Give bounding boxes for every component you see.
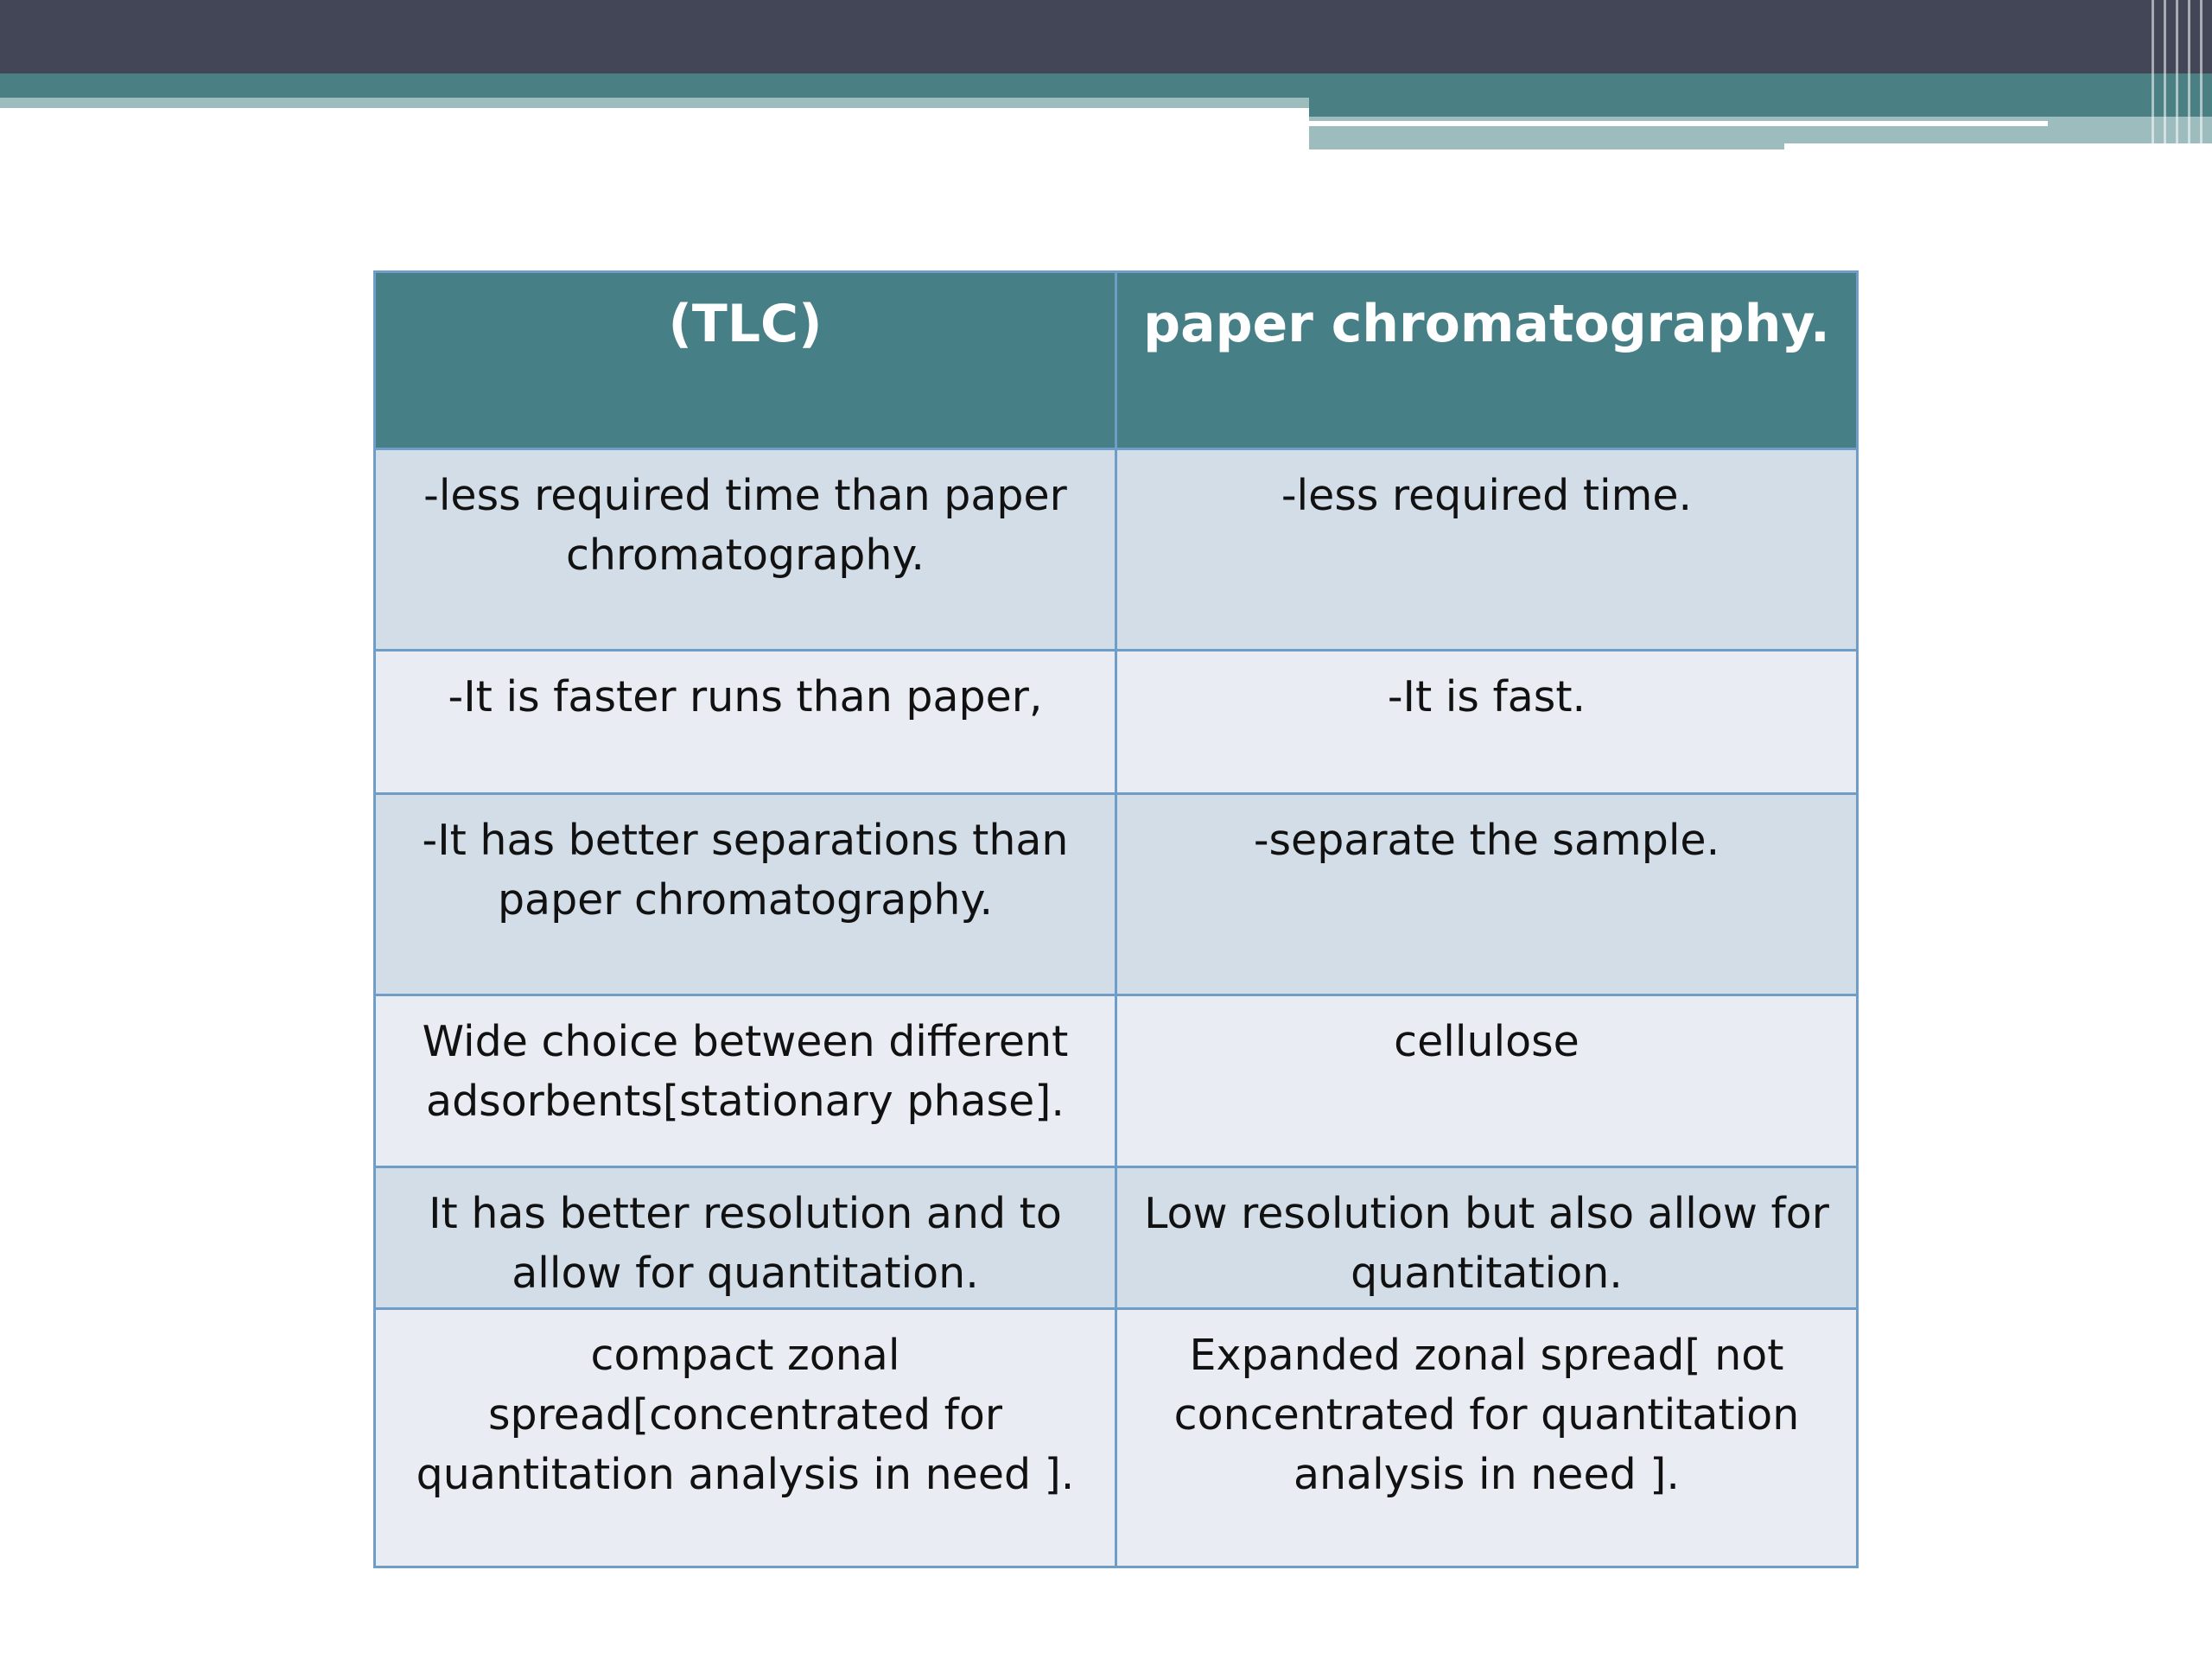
table-row	[375, 651, 1858, 794]
header-teal-strip-right	[1309, 98, 2212, 117]
table-cell-tlc: Wide choice between different adsorbents[stationary phase].	[375, 995, 1116, 1167]
header-paper-chromatography: paper chromatography.	[1116, 272, 1858, 449]
table-row	[375, 995, 1858, 1167]
header-teal-bar	[0, 73, 2212, 98]
table-cell-tlc: -It is faster runs than paper,	[375, 651, 1116, 794]
table-row	[375, 1167, 1858, 1309]
table-cell-tlc: It has better resolution and to allow for quantitation.	[375, 1167, 1116, 1309]
table-row	[375, 449, 1858, 651]
table-row	[375, 1309, 1858, 1567]
table-header-row	[375, 272, 1858, 449]
table-row	[375, 794, 1858, 995]
table-cell-tlc: compact zonal spread[concentrated for quantitation analysis in need ].	[375, 1309, 1116, 1567]
table-cell-paper: -It is fast.	[1116, 651, 1858, 794]
table-cell-paper: -separate the sample.	[1116, 794, 1858, 995]
header-tlc: (TLC)	[375, 272, 1116, 449]
header-light-strip-left	[0, 98, 1309, 108]
table-cell-tlc: -less required time than paper chromatography.	[375, 449, 1116, 651]
header-dark-bar	[0, 0, 2212, 73]
table-cell-paper: Low resolution but also allow for quantitation.	[1116, 1167, 1858, 1309]
table-cell-paper: cellulose	[1116, 995, 1858, 1167]
header-white-line	[1309, 121, 2048, 126]
comparison-table	[373, 270, 1859, 1568]
header-edge-stripes	[2145, 0, 2212, 149]
table-cell-paper: Expanded zonal spread[ not concentrated for quantitation analysis in need ].	[1116, 1309, 1858, 1567]
table-cell-paper: -less required time.	[1116, 449, 1858, 651]
table-cell-tlc: -It has better separations than paper chromatography.	[375, 794, 1116, 995]
